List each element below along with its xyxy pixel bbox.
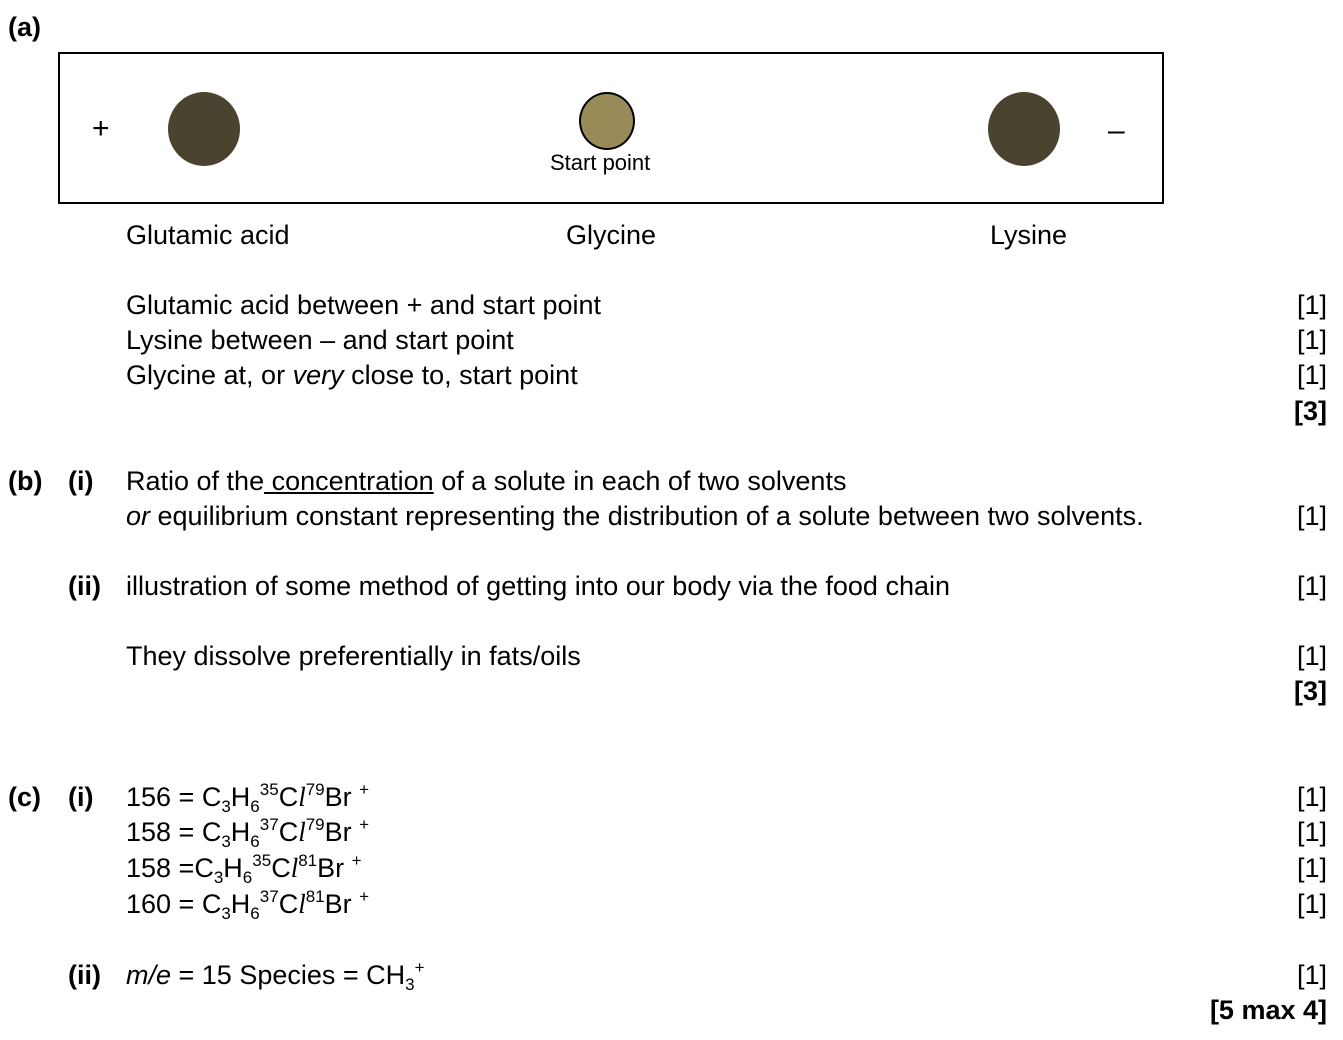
mark-b-ii-1: [1] [1296, 571, 1327, 601]
answer-a-1: Glutamic acid between + and start point [126, 290, 602, 320]
isotope-row-2: $158 = C_3H_6^{37}Cl^{79}Br$ + [126, 815, 370, 851]
mark-c-i-3: [1] [1296, 853, 1327, 883]
mark-c-i-4: [1] [1296, 889, 1327, 919]
part-b-i-label: (i) [68, 466, 94, 496]
answer-b-ii-line1: illustration of some method of getting into our body via the food chain [126, 571, 951, 601]
positive-electrode-sign: + [92, 112, 110, 145]
glycine-label: Glycine [566, 220, 657, 250]
part-c-label: (c) [8, 782, 41, 812]
part-c-i-label: (i) [68, 782, 94, 812]
isotope-row-4: $160 = C_3H_6^{37}Cl^{81}Br$ + [126, 887, 370, 923]
mark-b-ii-2: [1] [1296, 641, 1327, 671]
answer-b-ii-line2: They dissolve preferentially in fats/oils [126, 641, 581, 671]
answer-a-3: Glycine at, or very close to, start point [126, 360, 578, 390]
lysine-label: Lysine [990, 220, 1068, 250]
part-a-label: (a) [8, 12, 41, 42]
mark-a-2: [1] [1296, 325, 1327, 355]
mark-a-1: [1] [1296, 290, 1327, 320]
total-a: [3] [1294, 396, 1327, 426]
emphasis-very: very [292, 360, 344, 390]
answer-a-2: Lysine between – and start point [126, 325, 514, 355]
start-point-label: Start point [550, 150, 651, 175]
part-b-label: (b) [8, 466, 43, 496]
lysine-spot [988, 92, 1060, 166]
isotope-row-1: $156 = C_3H_6^{35}Cl^{79}Br$ + [126, 780, 370, 816]
electrophoresis-strip [58, 52, 1164, 204]
total-b: [3] [1294, 676, 1327, 706]
mark-c-ii: [1] [1296, 960, 1327, 990]
negative-electrode-sign: – [1108, 114, 1125, 147]
glutamic-acid-spot [168, 92, 240, 166]
mark-c-i-2: [1] [1296, 817, 1327, 847]
glycine-spot [579, 92, 635, 150]
mark-a-3: [1] [1296, 360, 1327, 390]
answer-b-i-line2: or equilibrium constant representing the distribution of a solute between two solvents. [126, 501, 1144, 531]
total-c: [5 max 4] [1209, 995, 1327, 1025]
underlined-concentration: concentration [264, 466, 434, 496]
glutamic-acid-label: Glutamic acid [126, 220, 290, 250]
part-b-ii-label: (ii) [68, 571, 101, 601]
answer-c-ii: m/e = 15 Species = $CH_3^+$ [126, 958, 425, 994]
part-c-ii-label: (ii) [68, 960, 101, 990]
isotope-row-3: $158 =C_3H_6^{35}Cl^{81}Br$ + [126, 851, 362, 887]
mark-b-i: [1] [1296, 501, 1327, 531]
answer-b-i-line1: Ratio of the concentration of a solute in each of two solvents [126, 466, 847, 496]
mark-c-i-1: [1] [1296, 782, 1327, 812]
